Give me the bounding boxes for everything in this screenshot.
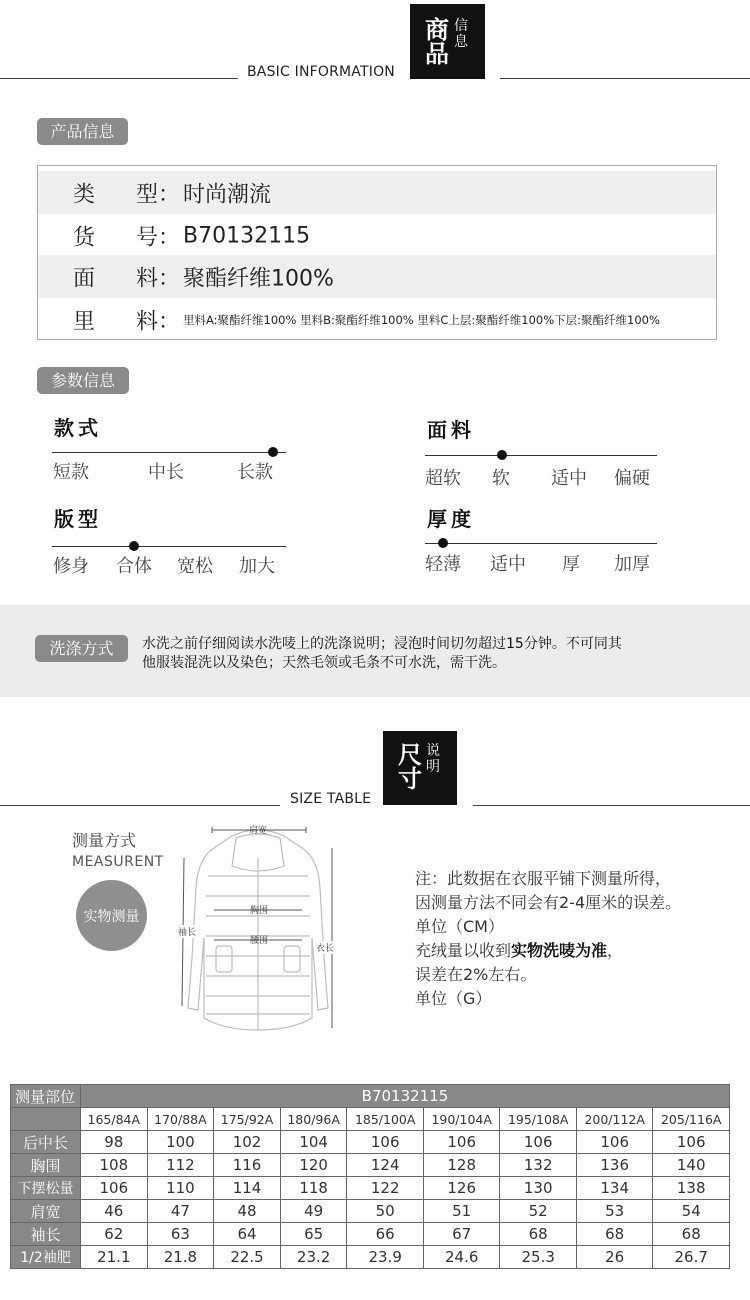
note-line	[415, 938, 623, 961]
diagram-label-shoulder: 肩宽	[249, 826, 268, 836]
size-header-cell: 195/108A	[500, 1108, 577, 1131]
basic-info-title-en: BASIC INFORMATION	[247, 64, 395, 80]
size-cell: 134	[576, 1177, 653, 1200]
size-cell: 122	[347, 1177, 424, 1200]
param-fit-title: 版型	[54, 507, 102, 531]
size-header-cell: 170/88A	[147, 1108, 214, 1131]
size-header-cell: 190/104A	[423, 1108, 500, 1131]
param-fit-label: 宽松	[177, 556, 213, 577]
product-info-row	[38, 171, 716, 214]
info-value: 时尚潮流	[183, 182, 272, 207]
param-thickness-marker	[438, 538, 448, 548]
size-header-cell: 200/112A	[576, 1108, 653, 1131]
param-fabric-label: 适中	[551, 468, 587, 489]
size-cell: 22.5	[214, 1246, 281, 1269]
size-cell: 106	[576, 1131, 653, 1154]
size-header-cell: 165/84A	[81, 1108, 148, 1131]
size-cell: 130	[500, 1177, 577, 1200]
diagram-label-sleeve: 袖长	[178, 925, 196, 938]
param-style-title: 款式	[54, 416, 102, 440]
size-cell: 106	[347, 1131, 424, 1154]
note-text: 充绒量以收到	[415, 941, 512, 960]
size-header-cell: 180/96A	[280, 1108, 347, 1131]
info-value: B70132115	[183, 223, 311, 248]
size-header-cell: 175/92A	[214, 1108, 281, 1131]
size-cell: 21.1	[81, 1246, 148, 1269]
size-row-label: 胸围	[11, 1154, 81, 1177]
size-cell: 106	[423, 1131, 500, 1154]
param-fit-marker	[129, 541, 139, 551]
measure-title: 测量方式	[72, 831, 137, 850]
size-cell: 62	[81, 1223, 148, 1246]
coat-measurement-diagram	[172, 818, 344, 1044]
param-thickness-label: 加厚	[614, 554, 650, 575]
size-table-row	[11, 1177, 730, 1200]
param-fabric-label: 软	[492, 468, 510, 489]
size-cell: 132	[500, 1154, 577, 1177]
size-cell: 116	[214, 1154, 281, 1177]
measure-badge-label: 实物测量	[83, 908, 140, 925]
size-badge-small: 说明	[426, 743, 440, 775]
size-cell: 68	[576, 1223, 653, 1246]
header-rule-left	[0, 78, 238, 79]
note-text: ，	[607, 941, 624, 960]
size-table-row	[11, 1154, 730, 1177]
size-cell: 64	[214, 1223, 281, 1246]
size-header-cell: 205/116A	[653, 1108, 730, 1131]
param-fabric-marker	[497, 450, 507, 460]
size-cell: 68	[653, 1223, 730, 1246]
size-header-rule-right	[473, 805, 750, 806]
product-info-row	[38, 214, 716, 257]
note-line: 单位（G）	[415, 989, 492, 1008]
info-key: 料：	[136, 309, 181, 334]
param-thickness-label: 适中	[490, 554, 526, 575]
product-info-row	[38, 255, 716, 298]
size-header-row	[11, 1108, 730, 1131]
size-cell: 106	[500, 1131, 577, 1154]
size-cell: 114	[214, 1177, 281, 1200]
basic-info-badge-small: 信息	[454, 18, 468, 50]
size-cell: 138	[653, 1177, 730, 1200]
size-table-corner: 测量部位	[11, 1085, 81, 1108]
size-cell: 110	[147, 1177, 214, 1200]
size-cell: 68	[500, 1223, 577, 1246]
size-table-row	[11, 1223, 730, 1246]
wash-pill: 洗涤方式	[35, 635, 128, 662]
header-rule-right	[500, 78, 750, 79]
note-line: 误差在2%左右。	[415, 965, 537, 984]
size-cell: 26	[576, 1246, 653, 1269]
size-cell: 50	[347, 1200, 424, 1223]
size-cell: 102	[214, 1131, 281, 1154]
param-fit-label: 合体	[116, 556, 152, 577]
size-cell: 48	[214, 1200, 281, 1223]
param-thickness-label: 厚	[562, 554, 580, 575]
size-cell: 120	[280, 1154, 347, 1177]
product-info-row	[38, 298, 716, 341]
diagram-label-length: 衣长	[316, 941, 334, 954]
param-fit-label: 修身	[53, 556, 89, 577]
size-table	[10, 1084, 730, 1269]
size-cell: 140	[653, 1154, 730, 1177]
param-fabric-scale	[425, 455, 657, 456]
size-cell: 66	[347, 1223, 424, 1246]
note-emphasis: 实物洗唛为准	[511, 941, 608, 960]
size-cell: 118	[280, 1177, 347, 1200]
size-cell: 63	[147, 1223, 214, 1246]
param-thickness-label: 轻薄	[425, 554, 461, 575]
measure-badge	[76, 880, 147, 951]
info-value: 聚酯纤维100%	[183, 266, 334, 291]
size-cell: 23.2	[280, 1246, 347, 1269]
size-cell: 108	[81, 1154, 148, 1177]
size-table-title-en: SIZE TABLE	[290, 791, 372, 807]
size-table-code: B70132115	[81, 1085, 730, 1108]
size-row-label: 袖长	[11, 1223, 81, 1246]
size-cell: 106	[81, 1177, 148, 1200]
size-cell: 98	[81, 1131, 148, 1154]
size-cell: 106	[653, 1131, 730, 1154]
note-line: 单位（CM）	[415, 917, 504, 936]
size-cell: 53	[576, 1200, 653, 1223]
size-cell: 124	[347, 1154, 424, 1177]
size-cell: 67	[423, 1223, 500, 1246]
size-row-label: 肩宽	[11, 1200, 81, 1223]
size-row-label: 后中长	[11, 1131, 81, 1154]
size-cell: 47	[147, 1200, 214, 1223]
size-header-cell: 185/100A	[347, 1108, 424, 1131]
param-fabric-label: 偏硬	[614, 468, 650, 489]
size-cell: 52	[500, 1200, 577, 1223]
param-style-marker	[268, 447, 278, 457]
info-key: 里	[73, 309, 96, 334]
param-style-scale	[52, 452, 286, 453]
size-cell: 26.7	[653, 1246, 730, 1269]
size-cell: 51	[423, 1200, 500, 1223]
param-style-label: 短款	[53, 462, 89, 483]
wash-instructions	[142, 635, 722, 673]
basic-info-badge	[410, 4, 485, 79]
size-cell: 126	[423, 1177, 500, 1200]
size-cell: 104	[280, 1131, 347, 1154]
param-style-label: 中长	[148, 462, 184, 483]
wash-line: 水洗之前仔细阅读水洗唛上的洗涤说明；浸泡时间切勿超过15分钟。不可同其	[142, 636, 622, 652]
info-key: 料：	[136, 266, 181, 291]
size-cell: 65	[280, 1223, 347, 1246]
param-info-pill: 参数信息	[37, 367, 129, 394]
size-cell: 128	[423, 1154, 500, 1177]
size-cell: 24.6	[423, 1246, 500, 1269]
size-cell: 25.3	[500, 1246, 577, 1269]
size-table-title-row	[11, 1085, 730, 1108]
size-cell: 54	[653, 1200, 730, 1223]
size-table-row	[11, 1200, 730, 1223]
info-key: 号：	[136, 225, 181, 250]
basic-info-badge-big: 商品	[425, 16, 449, 68]
size-cell: 46	[81, 1200, 148, 1223]
wash-line: 他服装混洗以及染色；天然毛领或毛条不可水洗，需干洗。	[142, 655, 506, 671]
size-cell: 136	[576, 1154, 653, 1177]
info-key: 型：	[136, 182, 181, 207]
size-cell: 21.8	[147, 1246, 214, 1269]
param-style-label: 长款	[237, 462, 273, 483]
size-badge-big: 尺寸	[398, 741, 422, 793]
note-line: 因测量方法不同会有2-4厘米的误差。	[415, 893, 682, 912]
size-header-rule-left	[0, 805, 280, 806]
size-table-row	[11, 1131, 730, 1154]
product-info-pill: 产品信息	[37, 118, 128, 145]
size-badge	[383, 731, 457, 805]
size-row-label: 下摆松量	[11, 1177, 81, 1200]
info-key: 面	[73, 266, 96, 291]
measure-title-en: MEASURENT	[72, 854, 164, 870]
param-fabric-title: 面料	[427, 418, 475, 442]
size-table-body	[11, 1131, 730, 1269]
info-key: 货	[73, 225, 96, 250]
param-fit-scale	[52, 546, 286, 547]
info-value: 里料A:聚酯纤维100% 里料B:聚酯纤维100% 里料C上层:聚酯纤维100%下层:聚酯纤维100%	[183, 313, 660, 328]
param-fabric-label: 超软	[425, 468, 461, 489]
size-table-row	[11, 1246, 730, 1269]
diagram-label-chest: 胸围	[250, 906, 269, 916]
size-cell: 112	[147, 1154, 214, 1177]
size-row-label: 1/2袖肥	[11, 1246, 81, 1269]
product-info-table	[37, 165, 717, 340]
param-thickness-title: 厚度	[427, 507, 475, 531]
wash-section	[0, 605, 750, 697]
info-key: 类	[73, 182, 96, 207]
size-cell: 23.9	[347, 1246, 424, 1269]
param-fit-label: 加大	[239, 556, 275, 577]
size-cell: 49	[280, 1200, 347, 1223]
size-header-blank	[11, 1108, 81, 1131]
diagram-label-waist: 腰围	[250, 936, 269, 946]
note-line: 注：此数据在衣服平铺下测量所得，	[415, 869, 672, 888]
param-thickness-scale	[425, 543, 657, 544]
size-cell: 100	[147, 1131, 214, 1154]
